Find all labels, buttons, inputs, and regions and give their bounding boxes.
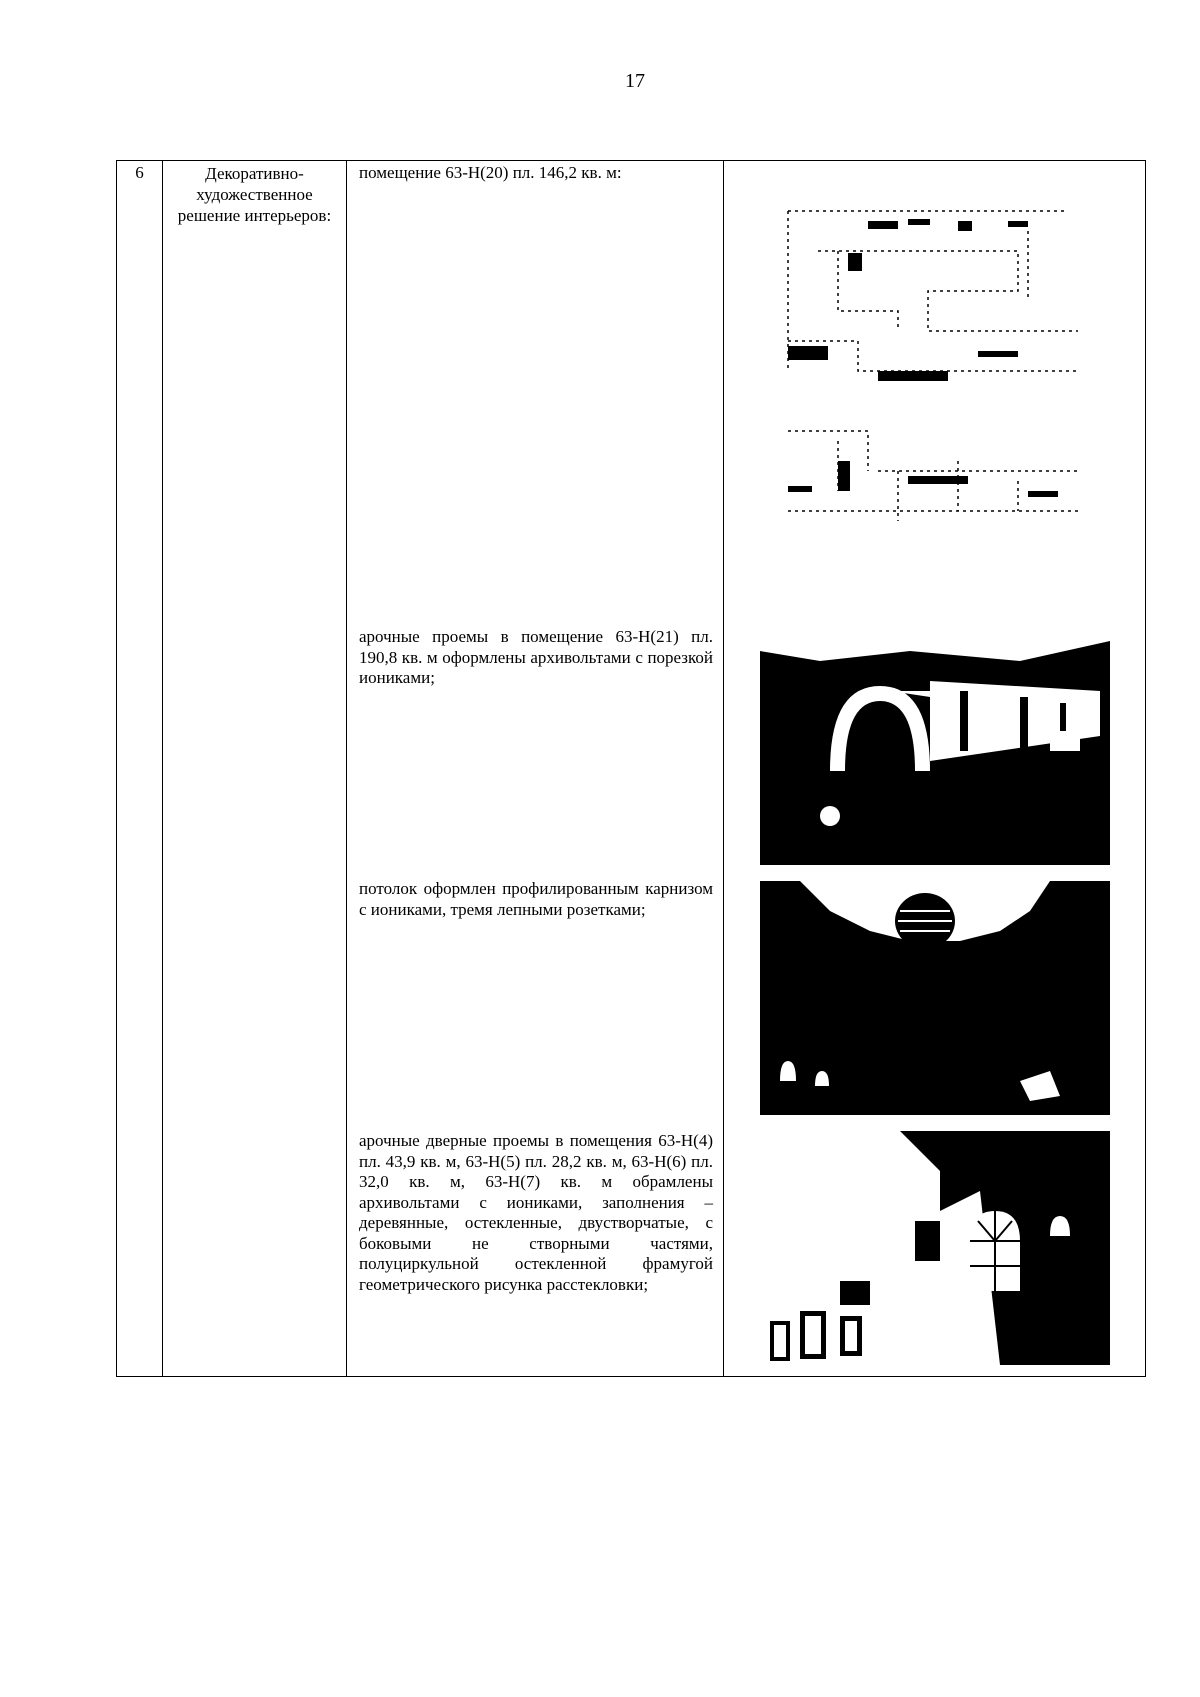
item-doors-text: арочные дверные проемы в помещения 63-Н(4) пл. 43,9 кв. м, 63-Н(5) пл. 28,2 кв. м, 63-Н(6) пл. 32,0 кв. м, 63-Н(7) кв. м обрамлены архивольтами с иониками, заполнения – деревянные, остекленные, двустворчатые, с боковыми не створными частями, полуциркульной остекленной фрамугой геометрического рисунка расстекловки; — [359, 1131, 713, 1294]
photo-ceiling-image — [760, 881, 1110, 1115]
item-floor-plan-text: помещение 63-Н(20) пл. 146,2 кв. м: — [359, 163, 622, 182]
item-arches-text: арочные проемы в помещение 63-Н(21) пл. 190,8 кв. м оформлены архивольтами с порезкой иониками; — [359, 627, 713, 687]
figures-cell — [724, 161, 1146, 1377]
floor-plan-image — [778, 191, 1098, 541]
row-name: Декоративно-художественное решение интерьеров: — [163, 161, 347, 1377]
photo-arches-image — [760, 631, 1110, 865]
monument-features-table — [116, 160, 1146, 1377]
photo-doors-image — [760, 1131, 1110, 1365]
item-ceiling-text: потолок оформлен профилированным карнизом с иониками, тремя лепными розетками; — [359, 879, 713, 919]
page-number: 17 — [625, 70, 645, 92]
row-number: 6 — [117, 161, 163, 1377]
description-cell — [347, 161, 724, 1377]
table-row — [117, 161, 1146, 1377]
